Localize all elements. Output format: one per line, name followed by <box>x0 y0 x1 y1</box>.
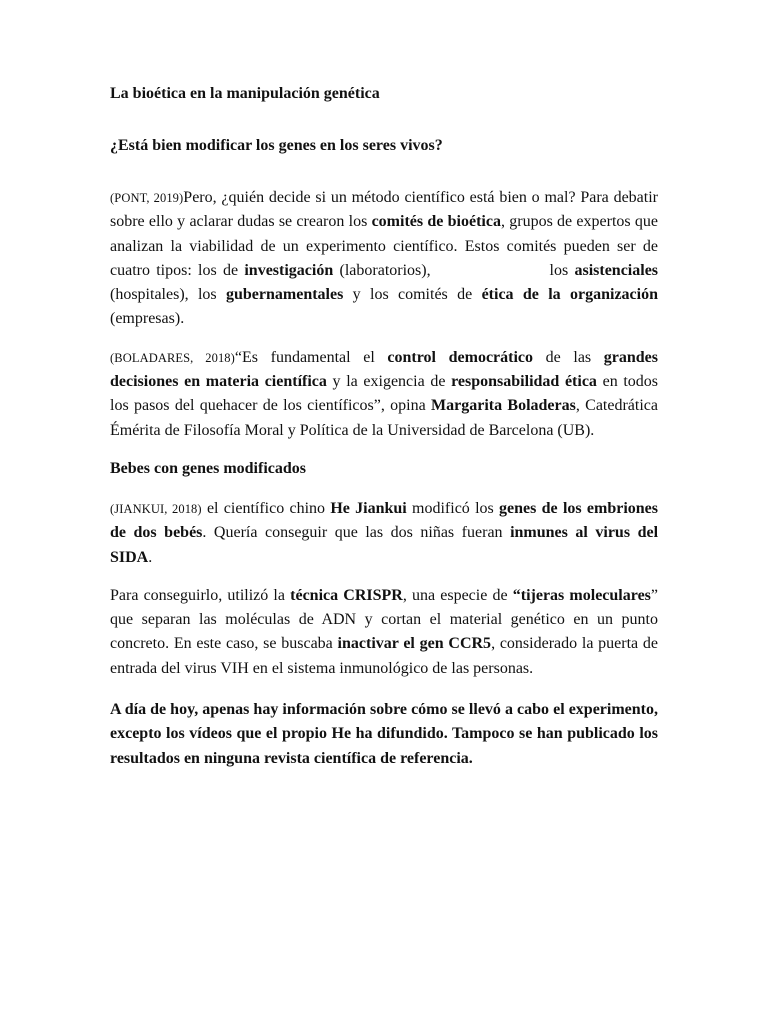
bold-run: ética de la organización <box>481 286 658 304</box>
paragraph-democratic-control <box>110 346 658 443</box>
bold-run: asistenciales <box>574 261 659 279</box>
paragraph-crispr <box>110 584 658 681</box>
text-run: modificó los <box>406 499 500 517</box>
section-heading: Bebes con genes modificados <box>110 459 306 477</box>
document-page <box>110 82 658 771</box>
text-run: , considerado la puerta de entrada del virus VIH en el sistema inmunológico de las personas. <box>110 635 659 677</box>
text-run: , grupos de expertos que analizan la viabilidad de un experimento científico. Estos comités pueden ser de cuatro tipos: los de <box>110 213 658 279</box>
text-run: . <box>148 548 153 566</box>
bold-run: control democrático <box>387 348 534 366</box>
text-run: ” que separan las moléculas de ADN y cortan el material genético en un punto concreto. En este caso, se buscaba <box>110 586 659 653</box>
paragraph-bioethics-committees <box>110 186 658 332</box>
text-run: y los comités de <box>343 286 482 304</box>
text-run: el científico chino <box>201 499 331 517</box>
citation-pont: (PONT, 2019) <box>110 191 184 205</box>
text-run: Para conseguirlo, utilizó la <box>110 586 291 604</box>
paragraph-current-status: A día de hoy, apenas hay información sobre cómo se llevó a cabo el experimento, excepto los vídeos que el propio He ha difundido. Tampoco se han publicado los resultados en ninguna revista científica de referencia. <box>110 701 658 767</box>
paragraph-he-jiankui <box>110 497 658 570</box>
citation-jiankui: (JIANKUI, 2018) <box>110 501 202 516</box>
bold-run: inactivar el gen CCR5 <box>337 635 492 653</box>
text-run: “Es fundamental el <box>234 348 388 366</box>
text-run: de las <box>533 348 604 366</box>
bold-run: “tijeras moleculares <box>512 586 651 604</box>
document-title: La bioética en la manipulación genética <box>110 85 380 102</box>
text-run: , una especie de <box>402 586 513 604</box>
text-run: . Quería conseguir que las dos niñas fueran <box>202 524 511 542</box>
bold-run: genes de los embriones de dos bebés <box>110 499 659 542</box>
bold-run: comités de bioética <box>371 213 501 231</box>
bold-run: responsabilidad ética <box>451 373 597 391</box>
text-run: y la exigencia de <box>326 373 452 391</box>
bold-run: Margarita Boladeras <box>431 397 576 415</box>
document-question: ¿Está bien modificar los genes en los seres vivos? <box>110 137 443 154</box>
text-run: (empresas). <box>110 310 185 328</box>
text-run: (hospitales), los <box>110 286 226 304</box>
bold-run: investigación <box>244 261 334 279</box>
text-run: (laboratorios), los <box>333 261 575 279</box>
citation-boladares: (BOLADARES, 2018) <box>110 350 235 365</box>
bold-run: He Jiankui <box>330 499 407 517</box>
text-run: , Catedrática Émérita de Filosofía Moral y Política de la Universidad de Barcelona (UB). <box>110 397 658 439</box>
text-run: Pero, ¿quién decide si un método científico está bien o mal? Para debatir sobre ello y aclarar dudas se crearon los <box>110 189 659 231</box>
bold-run: gubernamentales <box>226 286 344 304</box>
bold-run: grandes decisiones en materia científica <box>110 348 659 391</box>
bold-run: técnica CRISPR <box>290 586 403 604</box>
bold-run: inmunes al virus del SIDA <box>110 524 659 566</box>
text-run: en todos los pasos del quehacer de los científicos”, opina <box>110 373 659 415</box>
